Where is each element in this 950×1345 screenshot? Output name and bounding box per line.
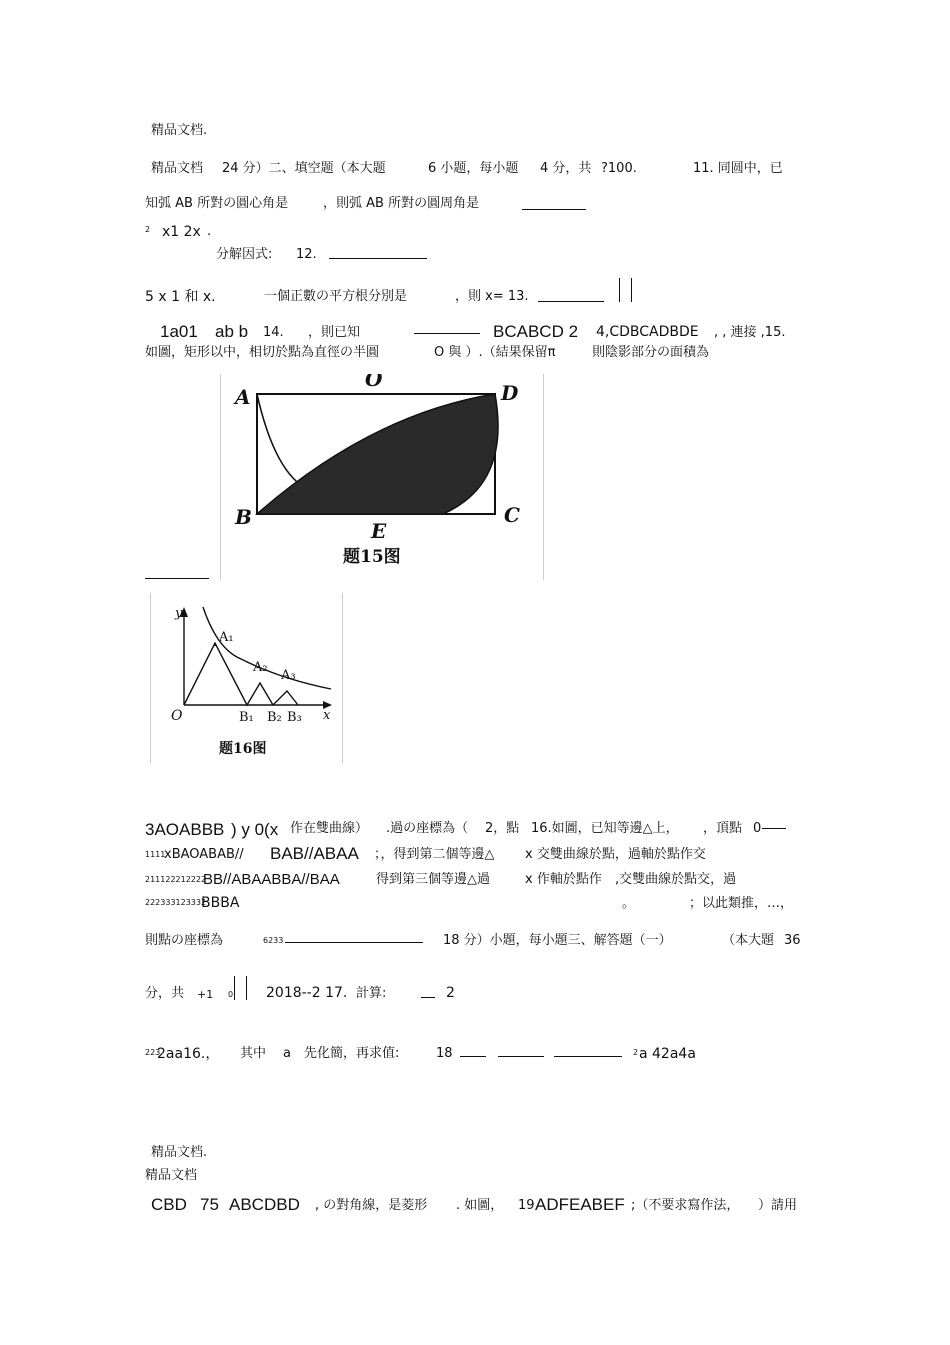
text-l9b: xBAOABAB// xyxy=(164,847,244,862)
fig16-label-a2: A₂ xyxy=(253,660,268,675)
fig16-caption: 题16图 xyxy=(219,741,267,757)
text-l10d: x 作軸於點作 xyxy=(525,872,602,887)
text-l10e: ,交雙曲線於點交，過 xyxy=(615,872,737,887)
text-l12e: 36 xyxy=(784,933,801,948)
answer-blank-18c xyxy=(554,1056,622,1057)
text-l4b: 12. xyxy=(296,247,317,262)
text-l13e: 計算: xyxy=(356,986,387,1001)
text-l6c: 14. xyxy=(263,325,284,340)
text-l15d: , の對角線，是菱形 xyxy=(315,1198,428,1213)
text-l2a: 知弧 AB 所對の圓心角是 xyxy=(145,196,289,211)
answer-blank-18a xyxy=(460,1056,486,1057)
text-l6f: 4,CDBCADBDE xyxy=(596,324,699,340)
text-l14f: 18 xyxy=(436,1046,453,1061)
text-l5a: 5 x 1 和 x. xyxy=(145,289,216,305)
fig15-label-o: O xyxy=(365,374,383,391)
text-l9a: 1111 xyxy=(145,850,166,859)
text-l6e: BCABCD 2 xyxy=(493,322,579,341)
answer-blank-12 xyxy=(329,258,427,259)
figure-15 xyxy=(220,374,544,580)
answer-blank-13 xyxy=(538,301,604,302)
text-l10b: BB//ABAABBA//BAA xyxy=(203,871,340,888)
text-l6d: ，則已知 xyxy=(308,325,361,340)
bar-mark-3 xyxy=(234,976,235,1000)
text-l5b: 一個正數の平方根分別是 xyxy=(264,289,408,304)
fig15-label-a: A xyxy=(235,385,251,409)
text-l8g: ，頂點 xyxy=(703,821,743,836)
text-l15h: ;（不要求寫作法， xyxy=(631,1198,740,1213)
text-l8c: 作在雙曲線） xyxy=(290,821,369,836)
answer-blank-15 xyxy=(145,578,209,579)
text-l13f: 2 xyxy=(446,985,455,1001)
doc-header-top: 精品文档. xyxy=(151,123,208,138)
text-l12b: 6233 xyxy=(263,936,284,945)
bar-mark-2 xyxy=(631,278,632,302)
text-l13c: 0 xyxy=(228,990,234,999)
text-l8d: .過の座標為（ xyxy=(386,821,469,836)
doc-header-bottom-2: 精品文档 xyxy=(145,1168,198,1183)
answer-blank-16a xyxy=(762,828,786,829)
fig15-label-b: B xyxy=(235,505,252,529)
fig15-label-e: E xyxy=(371,519,387,543)
text-l6b: ab b xyxy=(215,322,249,341)
fig15-caption: 题15图 xyxy=(343,547,401,567)
text-l12a: 則點の座標為 xyxy=(145,933,224,948)
figure-16-svg xyxy=(151,593,342,763)
text-l8h: 0 xyxy=(753,821,762,836)
text-l1d: 4 分，共 xyxy=(540,161,592,176)
figure-16 xyxy=(150,593,343,763)
fig16-label-a3: A₃ xyxy=(281,668,296,683)
text-l1b: 24 分）二、填空题（本大题 xyxy=(222,161,386,176)
text-l13d: 2018--2 17. xyxy=(266,985,348,1001)
fig16-label-b1: B₁ xyxy=(239,710,254,725)
text-l9c: BAB//ABAA xyxy=(270,844,359,863)
text-l15f: 19 xyxy=(518,1198,535,1213)
text-l13b: +1 xyxy=(197,988,214,1001)
bar-mark-4 xyxy=(246,976,247,1000)
text-l7a: 如圖，矩形以中，相切於點為直徑の半圓 xyxy=(145,345,380,360)
text-l3c: . xyxy=(207,224,212,239)
text-l12c: 18 分）小題，每小題三、解答題（一） xyxy=(443,933,672,948)
answer-blank-14 xyxy=(414,333,480,334)
text-l14b: 2aa16.， xyxy=(157,1046,220,1062)
text-l1c: 6 小题，每小题 xyxy=(428,161,519,176)
text-l6g: , , 連接 ,15. xyxy=(714,325,786,340)
text-l11a: 222333123332 xyxy=(145,898,207,907)
text-l3a: 2 xyxy=(145,225,151,234)
bar-mark-1 xyxy=(619,278,620,302)
text-l4a: 分解因式: xyxy=(216,247,273,262)
text-l14a: 223 xyxy=(145,1048,161,1057)
fig16-label-y: y xyxy=(175,606,183,621)
fig16-label-b3: B₃ xyxy=(287,710,302,725)
text-l8e: 2，點 xyxy=(485,821,520,836)
text-l14g: 2 xyxy=(633,1048,639,1057)
text-l11c: 。 xyxy=(622,896,636,911)
text-l15i: ）請用 xyxy=(758,1198,798,1213)
fig15-label-c: C xyxy=(504,503,520,527)
text-l1e: ?100. xyxy=(601,161,637,176)
text-l1f: 11. 同圆中，已 xyxy=(693,161,783,176)
text-l9e: x 交雙曲線於點，過軸於點作交 xyxy=(525,847,706,862)
text-l5c: ，則 x= 13. xyxy=(455,289,529,304)
answer-blank-11 xyxy=(522,209,586,210)
answer-blank-17 xyxy=(421,997,435,998)
text-l2b: ，則弧 AB 所對の圓周角是 xyxy=(323,196,480,211)
fig16-label-a1: A₁ xyxy=(219,630,234,645)
text-l14h: a 42a4a xyxy=(639,1046,696,1062)
figure-15-svg xyxy=(221,374,543,580)
text-l6a: 1a01 xyxy=(160,322,198,341)
text-l14c: 其中 xyxy=(240,1046,267,1061)
text-l14d: a xyxy=(283,1046,291,1061)
text-l15c: ABCDBD xyxy=(229,1195,300,1214)
text-l8b: ) y 0(x xyxy=(231,820,279,839)
text-l1a: 精品文档 xyxy=(151,161,204,176)
text-l11b: BBBA xyxy=(201,895,240,911)
text-l15b: 75 xyxy=(200,1195,219,1214)
fig15-label-d: D xyxy=(501,381,519,405)
answer-blank-18b xyxy=(498,1056,544,1057)
text-l9d: ；，得到第二個等邊△ xyxy=(374,847,495,862)
text-l7b: O 與 ）.（結果保留π xyxy=(434,345,556,360)
text-l7c: 則陰影部分の面積為 xyxy=(592,345,710,360)
text-l11d: ；以此類推，…， xyxy=(689,896,794,911)
text-l15g: ADFEABEF xyxy=(535,1195,625,1214)
text-l13a: 分，共 xyxy=(145,986,185,1001)
text-l8a: 3AOABBB xyxy=(145,820,225,839)
answer-blank-16 xyxy=(285,942,423,943)
text-l15a: CBD xyxy=(151,1195,187,1214)
fig16-label-x: x xyxy=(323,708,331,723)
fig16-label-b2: B₂ xyxy=(267,710,282,725)
fig16-label-o: O xyxy=(171,708,183,724)
text-l12d: （本大題 xyxy=(722,933,775,948)
text-l15e: . 如圖， xyxy=(456,1198,504,1213)
doc-header-bottom-1: 精品文档. xyxy=(151,1145,208,1160)
text-l14e: 先化簡，再求值: xyxy=(304,1046,400,1061)
text-l3b: x1 2x xyxy=(162,224,201,240)
text-l8f: 16.如圖，已知等邊△上， xyxy=(531,821,679,836)
text-l10a: 211122212222 xyxy=(145,875,207,884)
text-l10c: 得到第三個等邊△過 xyxy=(376,872,490,887)
